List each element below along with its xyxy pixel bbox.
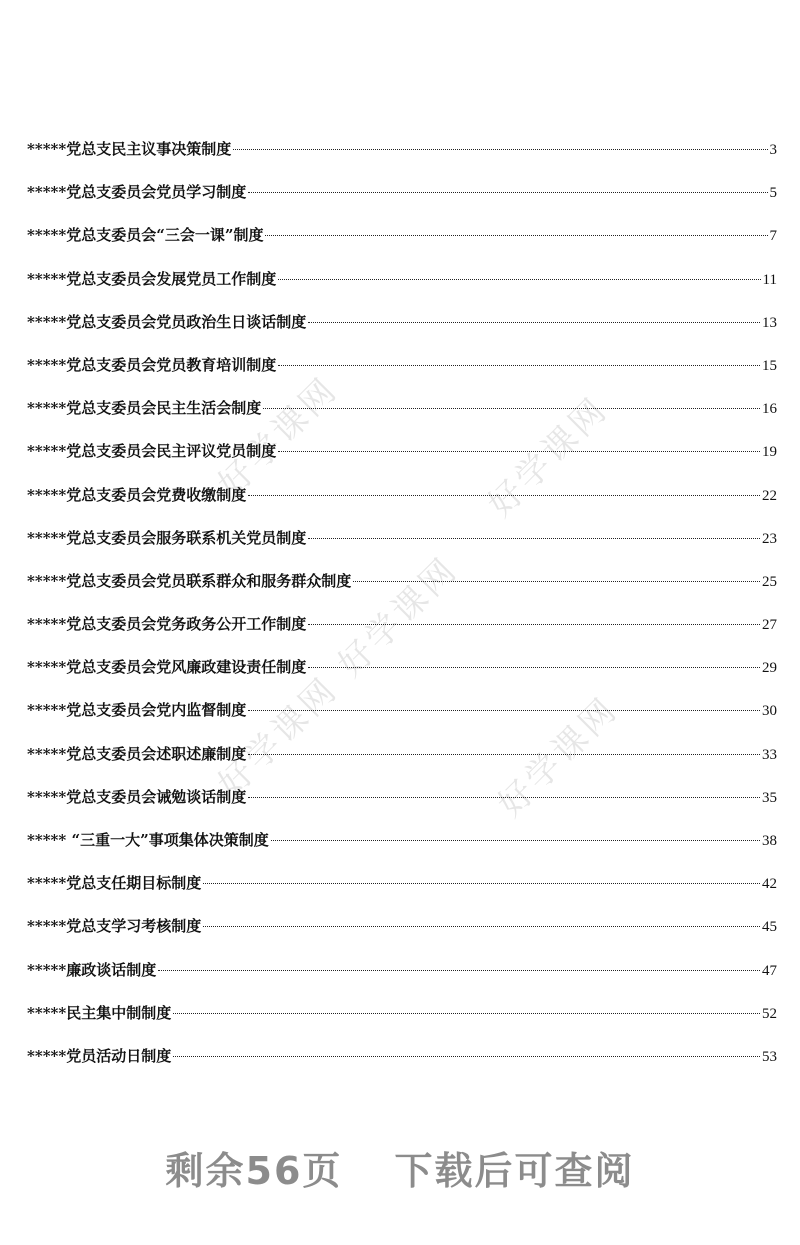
toc-entry-title: *****党总支委员会党员联系群众和服务群众制度 bbox=[27, 571, 352, 590]
toc-entry[interactable] bbox=[27, 301, 777, 344]
toc-entry-title: *****党总支委员会服务联系机关党员制度 bbox=[27, 528, 307, 547]
watermark: 好学课网 bbox=[480, 389, 617, 525]
toc-entry-page: 3 bbox=[769, 142, 777, 158]
toc-entry-page: 11 bbox=[762, 271, 777, 288]
watermark: 好学课网 bbox=[330, 549, 467, 685]
toc-dot-leader bbox=[308, 667, 760, 668]
toc-dot-leader bbox=[308, 322, 760, 323]
toc-entry[interactable] bbox=[27, 517, 777, 560]
toc-entry[interactable] bbox=[27, 819, 777, 862]
toc-dot-leader bbox=[158, 970, 760, 971]
toc-entry[interactable] bbox=[27, 733, 777, 776]
toc-dot-leader bbox=[278, 279, 760, 280]
toc-entry-page: 16 bbox=[762, 401, 777, 418]
toc-entry-page: 29 bbox=[762, 660, 777, 677]
toc-entry-title: *****党总支任期目标制度 bbox=[27, 874, 202, 893]
toc-entry[interactable] bbox=[27, 949, 777, 992]
toc-dot-leader bbox=[248, 710, 760, 711]
toc-entry-title: *****党总支委员会党内监督制度 bbox=[27, 701, 247, 720]
toc-entry[interactable] bbox=[27, 1035, 777, 1078]
toc-entry[interactable] bbox=[27, 258, 777, 301]
toc-dot-leader bbox=[248, 192, 767, 193]
toc-entry[interactable] bbox=[27, 560, 777, 603]
toc-entry-page: 27 bbox=[762, 617, 777, 634]
toc-entry-page: 38 bbox=[762, 833, 777, 849]
toc-entry-page: 7 bbox=[769, 228, 777, 245]
toc-entry[interactable] bbox=[27, 214, 777, 257]
toc-dot-leader bbox=[248, 754, 760, 755]
toc-entry-page: 42 bbox=[762, 876, 777, 893]
toc-entry-title: ***** “三重一大”事项集体决策制度 bbox=[27, 831, 269, 849]
toc-entry[interactable] bbox=[27, 992, 777, 1035]
toc-entry-page: 25 bbox=[762, 573, 777, 590]
toc-entry[interactable] bbox=[27, 344, 777, 387]
toc-entry-title: *****党总支委员会民主生活会制度 bbox=[27, 399, 262, 418]
toc-entry-title: *****党总支委员会述职述廉制度 bbox=[27, 744, 247, 763]
toc-entry-title: *****党总支委员会诫勉谈话制度 bbox=[27, 787, 247, 806]
watermark: 好学课网 bbox=[210, 669, 347, 805]
toc-entry[interactable] bbox=[27, 128, 777, 171]
toc-entry-title: *****党总支委员会党员学习制度 bbox=[27, 183, 247, 202]
toc-dot-leader bbox=[278, 451, 760, 452]
toc-entry-page: 23 bbox=[762, 530, 777, 547]
download-to-view-text: 下载后可查阅 bbox=[394, 1149, 635, 1193]
toc-dot-leader bbox=[203, 883, 760, 884]
toc-entry-title: *****党总支委员会党员教育培训制度 bbox=[27, 355, 277, 374]
toc-entry-page: 45 bbox=[762, 919, 777, 936]
toc-entry-page: 47 bbox=[762, 962, 777, 979]
watermark: 好学课网 bbox=[490, 689, 627, 825]
toc-entry[interactable] bbox=[27, 171, 777, 214]
toc-dot-leader bbox=[271, 840, 760, 841]
toc-entry-title: *****党总支委员会党务政务公开工作制度 bbox=[27, 615, 307, 634]
toc-dot-leader bbox=[308, 538, 760, 539]
toc-entry-title: *****党总支委员会党员政治生日谈话制度 bbox=[27, 312, 307, 331]
toc-entry[interactable] bbox=[27, 430, 777, 473]
table-of-contents bbox=[27, 128, 777, 1078]
toc-entry-page: 15 bbox=[762, 357, 777, 374]
toc-entry-title: *****党总支民主议事决策制度 bbox=[27, 140, 232, 158]
toc-entry-page: 53 bbox=[762, 1048, 777, 1065]
toc-entry[interactable] bbox=[27, 776, 777, 819]
toc-entry-page: 5 bbox=[769, 185, 777, 202]
toc-entry-title: *****党总支委员会党风廉政建设责任制度 bbox=[27, 658, 307, 677]
toc-dot-leader bbox=[233, 149, 767, 150]
toc-entry-page: 35 bbox=[762, 789, 777, 806]
toc-dot-leader bbox=[248, 797, 760, 798]
toc-entry-title: *****党员活动日制度 bbox=[27, 1046, 172, 1065]
toc-entry[interactable] bbox=[27, 646, 777, 689]
toc-entry-title: *****党总支学习考核制度 bbox=[27, 917, 202, 936]
toc-entry-title: *****民主集中制制度 bbox=[27, 1003, 172, 1022]
toc-entry-title: *****党总支委员会发展党员工作制度 bbox=[27, 269, 277, 288]
toc-entry[interactable] bbox=[27, 862, 777, 905]
toc-entry[interactable] bbox=[27, 387, 777, 430]
toc-entry[interactable] bbox=[27, 474, 777, 517]
remaining-pages-text: 剩余56页 bbox=[165, 1149, 343, 1193]
toc-dot-leader bbox=[308, 624, 760, 625]
toc-entry-page: 22 bbox=[762, 487, 777, 504]
watermark: 好学课网 bbox=[210, 369, 347, 505]
toc-entry-page: 52 bbox=[762, 1005, 777, 1022]
toc-entry-page: 13 bbox=[762, 314, 777, 331]
toc-dot-leader bbox=[173, 1013, 760, 1014]
toc-dot-leader bbox=[173, 1056, 760, 1057]
toc-entry-page: 33 bbox=[762, 746, 777, 763]
toc-entry-page: 19 bbox=[762, 444, 777, 461]
download-prompt-banner[interactable] bbox=[0, 1140, 800, 1195]
toc-dot-leader bbox=[265, 235, 767, 236]
toc-entry-title: *****党总支委员会党费收缴制度 bbox=[27, 485, 247, 504]
toc-dot-leader bbox=[203, 926, 760, 927]
toc-entry[interactable] bbox=[27, 689, 777, 732]
toc-dot-leader bbox=[278, 365, 760, 366]
toc-dot-leader bbox=[353, 581, 760, 582]
toc-entry-title: *****党总支委员会民主评议党员制度 bbox=[27, 442, 277, 461]
toc-entry-page: 30 bbox=[762, 703, 777, 720]
toc-dot-leader bbox=[263, 408, 760, 409]
toc-entry[interactable] bbox=[27, 603, 777, 646]
toc-entry-title: *****廉政谈话制度 bbox=[27, 960, 157, 979]
toc-entry-title: *****党总支委员会“三会一课”制度 bbox=[27, 226, 264, 245]
toc-dot-leader bbox=[248, 495, 760, 496]
toc-entry[interactable] bbox=[27, 905, 777, 948]
